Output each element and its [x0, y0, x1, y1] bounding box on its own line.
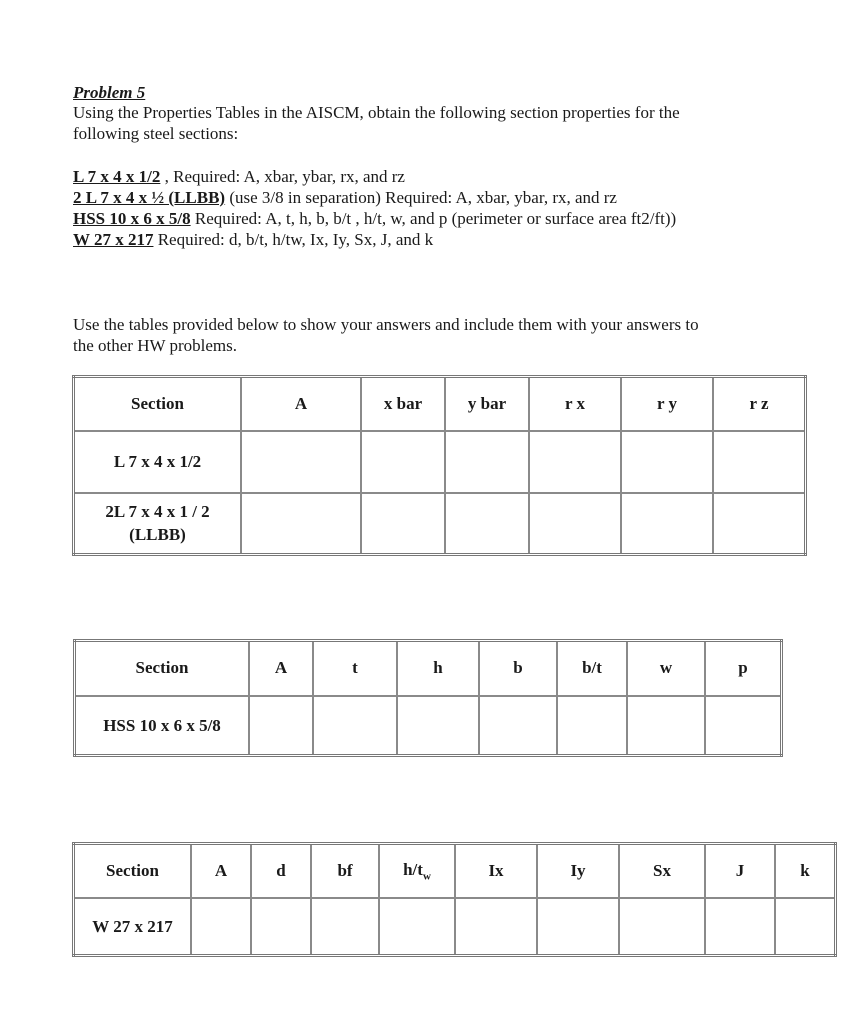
answer-cell[interactable] — [251, 898, 311, 956]
section-cell — [75, 696, 250, 756]
header-cell: h — [397, 641, 479, 696]
header-cell: J — [705, 844, 775, 898]
problem-title: Problem 5 — [73, 83, 146, 102]
requirement-tail: bar, ybar, rx, and rz — [272, 167, 405, 186]
header-cell: Section — [75, 641, 250, 696]
answer-cell[interactable] — [537, 898, 619, 956]
answer-cell[interactable] — [445, 493, 529, 555]
header-cell: x bar — [361, 377, 445, 431]
header-cell: b/t — [557, 641, 627, 696]
angle-properties-table — [72, 375, 807, 556]
section-name: L 7 x 4 x 1/2 — [113, 452, 202, 471]
requirement-item — [73, 208, 833, 229]
instructions — [73, 314, 773, 356]
answer-cell[interactable] — [445, 431, 529, 493]
answer-cell[interactable] — [397, 696, 479, 756]
header-cell: r z — [713, 377, 806, 431]
answer-cell[interactable] — [619, 898, 705, 956]
requirement-section: 2 L 7 x 4 x ½ (LLBB) — [73, 188, 226, 207]
answer-cell[interactable] — [713, 431, 806, 493]
header-cell: Sx — [619, 844, 705, 898]
hss-properties-table — [73, 639, 783, 757]
answer-cell[interactable] — [241, 493, 361, 555]
header-cell: A — [241, 377, 361, 431]
header-cell: d — [251, 844, 311, 898]
requirement-section: L 7 x 4 x 1/2 — [73, 167, 161, 186]
section-name: HSS 10 x 6 x 5/8 — [103, 715, 221, 735]
answer-cell[interactable] — [479, 696, 557, 756]
header-cell: bf — [311, 844, 379, 898]
requirements-list — [73, 166, 833, 250]
section-cell — [74, 898, 192, 956]
header-cell: Section — [74, 844, 192, 898]
header-cell: r x — [529, 377, 621, 431]
section-cell — [74, 493, 242, 555]
answer-cell[interactable] — [775, 898, 836, 956]
answer-cell[interactable] — [361, 431, 445, 493]
instructions-line: Use the tables provided below to show your answers and include them with your answers to — [73, 315, 699, 334]
header-cell: w — [627, 641, 705, 696]
header-cell: p — [705, 641, 782, 696]
answer-cell[interactable] — [705, 898, 775, 956]
table-header-row — [74, 377, 806, 431]
section-name: (LLBB) — [129, 525, 186, 545]
header-cell: Section — [74, 377, 242, 431]
table-row — [74, 431, 806, 493]
answer-cell[interactable] — [249, 696, 313, 756]
w-shape-properties-table — [72, 842, 837, 957]
requirement-section: W 27 x 217 — [73, 230, 154, 249]
answer-cell[interactable] — [557, 696, 627, 756]
answer-cell[interactable] — [311, 898, 379, 956]
requirement-section: HSS 10 x 6 x 5/8 — [73, 209, 191, 228]
intro-line: following steel sections: — [73, 124, 239, 143]
header-cell: A — [191, 844, 251, 898]
header-text: h/t — [403, 859, 423, 879]
table-header-row — [75, 641, 782, 696]
requirement-item — [73, 229, 833, 250]
answer-cell[interactable] — [529, 431, 621, 493]
answer-cell[interactable] — [621, 493, 713, 555]
answer-cell[interactable] — [361, 493, 445, 555]
header-cell: t — [313, 641, 397, 696]
section-name: W 27 x 217 — [92, 916, 173, 936]
intro-line: Using the Properties Tables in the AISCM, obtain the following section properties for the — [73, 103, 680, 122]
header-cell: A — [249, 641, 313, 696]
header-cell: Iy — [537, 844, 619, 898]
instructions-line: the other HW problems. — [73, 336, 237, 355]
answer-cell[interactable] — [191, 898, 251, 956]
requirement-note: , Required: A, x — [160, 167, 273, 186]
header-cell: b — [479, 641, 557, 696]
answer-cell[interactable] — [705, 696, 782, 756]
answer-cell[interactable] — [241, 431, 361, 493]
problem-intro — [73, 102, 773, 144]
header-cell: Ix — [455, 844, 537, 898]
table-row — [74, 493, 806, 555]
answer-cell[interactable] — [529, 493, 621, 555]
requirement-note: Required: A, t, h, b, b/t , h/t, w, and p (perimeter or surface area ft2/ft)) — [190, 209, 677, 228]
requirement-item — [73, 166, 833, 187]
header-cell — [379, 844, 455, 898]
answer-cell[interactable] — [455, 898, 537, 956]
header-cell: y bar — [445, 377, 529, 431]
answer-cell[interactable] — [621, 431, 713, 493]
table-row — [74, 898, 836, 956]
requirement-note: Required: d, b/t, h/tw, Ix, Iy, Sx, J, and k — [153, 230, 434, 249]
section-cell — [74, 431, 242, 493]
requirement-item — [73, 187, 833, 208]
requirement-tail: bar, ybar, rx, and rz — [484, 188, 617, 207]
header-subscript: w — [422, 869, 431, 882]
table-header-row — [74, 844, 836, 898]
section-name: 2L 7 x 4 x 1 / 2 — [105, 502, 210, 522]
requirement-note: (use 3/8 in separation) Required: A, x — [225, 188, 485, 207]
answer-cell[interactable] — [313, 696, 397, 756]
header-cell: k — [775, 844, 836, 898]
table-row — [75, 696, 782, 756]
answer-cell[interactable] — [627, 696, 705, 756]
answer-cell[interactable] — [379, 898, 455, 956]
header-cell: r y — [621, 377, 713, 431]
answer-cell[interactable] — [713, 493, 806, 555]
